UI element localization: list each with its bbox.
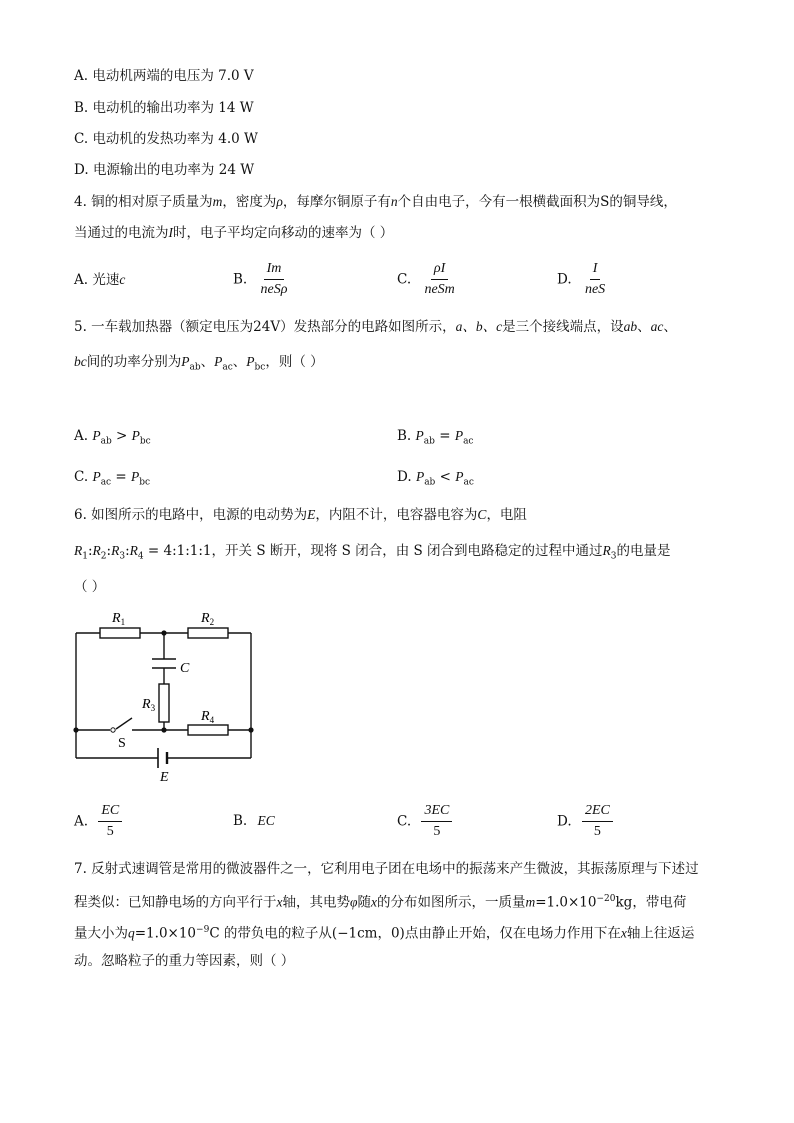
q7-stem-line4: 动。忽略粒子的重力等因素，则（ ） bbox=[74, 953, 295, 969]
q4-option-b[interactable]: B. $\frac{Im}{\text{neSρ}}$ bbox=[233, 261, 290, 298]
q7-stem-line2: 程类似：已知静电场的方向平行于x轴，其电势φ随x的分布如图所示，一质量$m=1.0\times 10^{-20}kg$，带电荷 bbox=[74, 894, 687, 911]
q7-stem-line3: 量大小为$q=1.0\times 10^{-9}C$ 的带负电的粒子从(−1cm，0)点由静止开始，仅在电场力作用下在x轴上往返运 bbox=[74, 925, 695, 942]
q6-option-a-fraction: $\frac{EC}{5}$ bbox=[98, 803, 122, 840]
q5-option-d[interactable]: D. $P_{ab} < P_{ac}$ bbox=[397, 469, 474, 488]
label-r1: $R_1$ bbox=[112, 611, 126, 627]
q3-option-c[interactable]: C. 电动机的发热功率为 4.0 W bbox=[74, 131, 258, 147]
q6-option-a[interactable]: A. $\frac{EC}{5}$ bbox=[74, 803, 122, 840]
q4-option-d[interactable]: D. $\frac{I}{\text{neS}}$ bbox=[557, 261, 608, 298]
q5-option-c[interactable]: C. $P_{ac} = P_{bc}$ bbox=[74, 469, 151, 488]
label-r3: $R_3$ bbox=[142, 697, 156, 713]
q6-option-d[interactable]: D. $\frac{2EC}{5}$ bbox=[557, 803, 613, 840]
label-e: E bbox=[160, 770, 169, 785]
q6-stem-line1: 6. 如图所示的电路中，电源的电动势为E，内阻不计，电容器电容为C，电阻 bbox=[74, 507, 527, 523]
label-r2: $R_2$ bbox=[201, 611, 215, 627]
q3-option-a[interactable]: A. 电动机两端的电压为 7.0 V bbox=[74, 68, 254, 84]
q6-option-c[interactable]: C. $\frac{3EC}{5}$ bbox=[397, 803, 452, 840]
resistor-r3 bbox=[159, 684, 169, 722]
q5-option-a[interactable]: A. $P_{ab} > P_{bc}$ bbox=[74, 428, 151, 447]
q4-option-a[interactable]: A. 光速c bbox=[74, 272, 126, 288]
q4-option-c-fraction: $\frac{\rho I}{\text{neSm}}$ bbox=[424, 261, 455, 297]
q6-option-d-fraction: $\frac{2EC}{5}$ bbox=[582, 803, 613, 840]
battery-e bbox=[158, 748, 167, 768]
q6-stem-line3: （ ） bbox=[74, 579, 106, 595]
label-c: C bbox=[180, 661, 190, 676]
q6-option-c-fraction: $\frac{3EC}{5}$ bbox=[421, 803, 452, 840]
q4-stem-line2: 当通过的电流为I时，电子平均定向移动的速率为（ ） bbox=[74, 225, 394, 241]
q7-stem-line1: 7. 反射式速调管是常用的微波器件之一，它利用电子团在电场中的振荡来产生微波，其振荡原理与下述过 bbox=[74, 861, 699, 877]
circuit-diagram bbox=[64, 602, 264, 788]
q5-option-b[interactable]: B. $P_{ab} = P_{ac}$ bbox=[397, 428, 474, 447]
label-s: S bbox=[118, 736, 126, 751]
q5-stem-line2: bc间的功率分别为$P_{ab}$、$P_{ac}$、$P_{bc}$，则（ ） bbox=[74, 354, 324, 373]
resistor-r1 bbox=[100, 628, 140, 638]
q6-option-b[interactable]: B. EC bbox=[233, 813, 275, 829]
q3-option-d[interactable]: D. 电源输出的电功率为 24 W bbox=[74, 162, 255, 178]
q4-stem-line1: 4. 铜的相对原子质量为m，密度为ρ，每摩尔铜原子有n个自由电子，今有一根横截面积为S的铜导线， bbox=[74, 194, 677, 210]
q6-stem-line2: $R_1:R_2:R_3:R_4$ = 4:1:1:1，开关 S 断开，现将 S 闭合，由 S 闭合到电路稳定的过程中通过$R_3$的电量是 bbox=[74, 543, 671, 562]
label-r4: $R_4$ bbox=[201, 709, 215, 725]
resistor-r4 bbox=[188, 725, 228, 735]
q4-option-d-fraction: $\frac{I}{\text{neS}}$ bbox=[584, 261, 606, 297]
q3-option-b[interactable]: B. 电动机的输出功率为 14 W bbox=[74, 100, 254, 116]
q4-option-b-fraction: $\frac{Im}{\text{neSρ}}$ bbox=[260, 261, 288, 297]
capacitor-c bbox=[152, 659, 176, 668]
resistor-r2 bbox=[188, 628, 228, 638]
q5-stem-line1: 5. 一车载加热器（额定电压为24V）发热部分的电路如图所示，a、b、c是三个接线端点，设ab、ac、 bbox=[74, 319, 677, 335]
q4-option-c[interactable]: C. $\frac{\rho I}{\text{neSm}}$ bbox=[397, 261, 458, 298]
